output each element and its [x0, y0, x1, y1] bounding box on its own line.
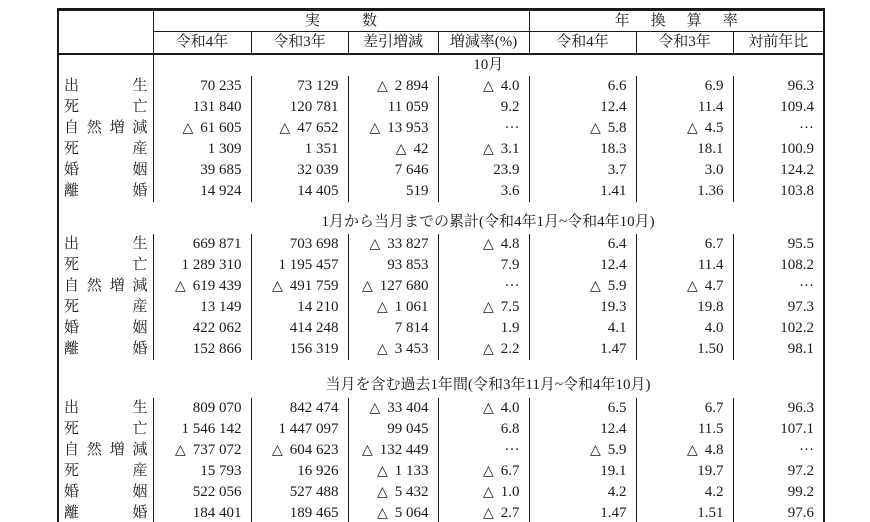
data-cell: 12.4	[529, 255, 636, 276]
section-title-spacer	[58, 360, 153, 398]
data-cell: 108.2	[733, 255, 824, 276]
data-cell: △ 5 432	[348, 482, 438, 503]
data-cell: 703 698	[251, 234, 348, 255]
data-cell: △ 13 953	[348, 118, 438, 139]
column-header-difference: 差引増減	[348, 32, 438, 55]
table-body	[58, 54, 824, 522]
row-label-text: 出 生	[64, 78, 148, 95]
data-cell: 100.9	[733, 139, 824, 160]
data-cell: 189 465	[251, 503, 348, 522]
data-cell: 4.1	[529, 318, 636, 339]
data-cell: ···	[733, 440, 824, 461]
row-label-text: 離 婚	[64, 341, 148, 358]
row-label	[58, 234, 153, 255]
data-cell: △ 1 061	[348, 297, 438, 318]
negative-triangle-mark: △	[279, 121, 291, 137]
data-cell: △ 4.8	[438, 234, 529, 255]
data-cell: 19.3	[529, 297, 636, 318]
data-cell: 1 195 457	[251, 255, 348, 276]
section-title: 当月を含む過去1年間(令和3年11月~令和4年10月)	[325, 377, 651, 394]
row-label-text: 死 産	[64, 463, 148, 480]
data-cell: 18.1	[636, 139, 733, 160]
negative-triangle-mark: △	[482, 342, 494, 358]
data-cell: ···	[438, 440, 529, 461]
data-cell: △ 132 449	[348, 440, 438, 461]
data-cell: 99.2	[733, 482, 824, 503]
data-cell: 6.7	[636, 234, 733, 255]
negative-triangle-mark: △	[369, 401, 381, 417]
data-cell: △ 4.8	[636, 440, 733, 461]
data-cell: △ 3 453	[348, 339, 438, 360]
data-cell: △ 6.7	[438, 461, 529, 482]
row-label	[58, 76, 153, 97]
data-cell: 102.2	[733, 318, 824, 339]
data-cell: 1 351	[251, 139, 348, 160]
data-cell: △ 4.7	[636, 276, 733, 297]
section-title-spacer	[58, 202, 153, 234]
row-label-text: 出 生	[64, 400, 148, 417]
data-cell: 14 924	[153, 181, 251, 202]
data-cell: △ 4.0	[438, 76, 529, 97]
data-cell: 6.6	[529, 76, 636, 97]
row-label-text: 婚 姻	[64, 320, 148, 337]
table-row	[58, 482, 824, 503]
data-cell: 19.1	[529, 461, 636, 482]
data-cell: 97.2	[733, 461, 824, 482]
negative-triangle-mark: △	[182, 121, 194, 137]
data-cell: 527 488	[251, 482, 348, 503]
row-label-text: 死 亡	[64, 257, 148, 274]
data-cell: 11.4	[636, 97, 733, 118]
table-row	[58, 419, 824, 440]
data-cell: △ 2.2	[438, 339, 529, 360]
data-cell: 6.8	[438, 419, 529, 440]
data-cell: 19.7	[636, 461, 733, 482]
column-header-change-rate: 増減率(%)	[438, 32, 529, 55]
data-cell: 14 405	[251, 181, 348, 202]
data-cell: 1.9	[438, 318, 529, 339]
data-cell: △ 604 623	[251, 440, 348, 461]
data-cell: 96.3	[733, 76, 824, 97]
data-cell: 96.3	[733, 398, 824, 419]
data-cell: 184 401	[153, 503, 251, 522]
negative-triangle-mark: △	[361, 443, 373, 459]
negative-triangle-mark: △	[482, 506, 494, 522]
table-row	[58, 339, 824, 360]
section-title-spacer	[58, 54, 153, 76]
row-label-text: 自 然 増 減	[64, 278, 148, 295]
row-label-text: 死 亡	[64, 99, 148, 116]
data-cell: △ 4.5	[636, 118, 733, 139]
data-cell: △ 127 680	[348, 276, 438, 297]
data-cell: 95.5	[733, 234, 824, 255]
negative-triangle-mark: △	[271, 443, 283, 459]
row-label-text: 出 生	[64, 236, 148, 253]
negative-triangle-mark: △	[589, 121, 601, 137]
row-label	[58, 461, 153, 482]
row-label	[58, 97, 153, 118]
data-cell: 1.47	[529, 503, 636, 522]
row-label	[58, 339, 153, 360]
data-cell: 1.41	[529, 181, 636, 202]
data-cell: 120 781	[251, 97, 348, 118]
row-label	[58, 181, 153, 202]
negative-triangle-mark: △	[376, 464, 388, 480]
data-cell: 11 059	[348, 97, 438, 118]
data-cell: 3.7	[529, 160, 636, 181]
column-header-yoy-ratio: 対前年比	[733, 32, 824, 55]
data-cell: △ 33 827	[348, 234, 438, 255]
data-cell: 18.3	[529, 139, 636, 160]
negative-triangle-mark: △	[686, 279, 698, 295]
section-title: 1月から当月までの累計(令和4年1月~令和4年10月)	[321, 214, 655, 231]
negative-triangle-mark: △	[482, 142, 494, 158]
data-cell: 522 056	[153, 482, 251, 503]
data-cell: 39 685	[153, 160, 251, 181]
table-row	[58, 318, 824, 339]
negative-triangle-mark: △	[376, 506, 388, 522]
data-cell: △ 2 894	[348, 76, 438, 97]
data-cell: △ 4.0	[438, 398, 529, 419]
negative-triangle-mark: △	[271, 279, 283, 295]
data-cell: 7 646	[348, 160, 438, 181]
row-label-text: 離 婚	[64, 505, 148, 522]
data-cell: 12.4	[529, 419, 636, 440]
data-cell: 1 309	[153, 139, 251, 160]
group-header-annual-rate: 年換算率	[529, 10, 824, 32]
row-label-text: 死 亡	[64, 421, 148, 438]
table-row	[58, 160, 824, 181]
data-cell: 98.1	[733, 339, 824, 360]
negative-triangle-mark: △	[686, 443, 698, 459]
data-cell: 422 062	[153, 318, 251, 339]
table-row	[58, 139, 824, 160]
negative-triangle-mark: △	[369, 237, 381, 253]
data-cell: 1 447 097	[251, 419, 348, 440]
data-cell: 1 289 310	[153, 255, 251, 276]
data-cell: 3.6	[438, 181, 529, 202]
column-header-reiwa4-actual: 令和4年	[153, 32, 251, 55]
data-cell: 7 814	[348, 318, 438, 339]
data-cell: △ 5 064	[348, 503, 438, 522]
table-row	[58, 297, 824, 318]
data-cell: △ 61 605	[153, 118, 251, 139]
data-cell: 152 866	[153, 339, 251, 360]
table-row	[58, 118, 824, 139]
data-cell: 1.50	[636, 339, 733, 360]
row-label-text: 婚 姻	[64, 162, 148, 179]
data-cell: 97.6	[733, 503, 824, 522]
data-cell: △ 491 759	[251, 276, 348, 297]
row-label	[58, 503, 153, 522]
data-cell: 103.8	[733, 181, 824, 202]
negative-triangle-mark: △	[482, 237, 494, 253]
row-label	[58, 160, 153, 181]
data-cell: 14 210	[251, 297, 348, 318]
negative-triangle-mark: △	[482, 300, 494, 316]
data-cell: 6.4	[529, 234, 636, 255]
data-cell: △ 3.1	[438, 139, 529, 160]
data-cell: △ 5.8	[529, 118, 636, 139]
table-header	[58, 10, 824, 55]
table-row	[58, 234, 824, 255]
data-cell: 1 546 142	[153, 419, 251, 440]
data-cell: 842 474	[251, 398, 348, 419]
data-cell: △ 1.0	[438, 482, 529, 503]
data-cell: △ 2.7	[438, 503, 529, 522]
data-cell: 519	[348, 181, 438, 202]
row-label	[58, 276, 153, 297]
section-title-row	[58, 360, 824, 398]
negative-triangle-mark: △	[482, 79, 494, 95]
data-cell: 23.9	[438, 160, 529, 181]
data-cell: △ 5.9	[529, 276, 636, 297]
data-cell: 6.7	[636, 398, 733, 419]
data-cell: 97.3	[733, 297, 824, 318]
section-title-row	[58, 54, 824, 76]
data-cell: △ 5.9	[529, 440, 636, 461]
data-cell: 19.8	[636, 297, 733, 318]
data-cell: 156 319	[251, 339, 348, 360]
data-cell: ···	[733, 276, 824, 297]
negative-triangle-mark: △	[174, 443, 186, 459]
data-cell: 12.4	[529, 97, 636, 118]
negative-triangle-mark: △	[361, 279, 373, 295]
data-cell: △ 7.5	[438, 297, 529, 318]
data-cell: 73 129	[251, 76, 348, 97]
row-label	[58, 419, 153, 440]
negative-triangle-mark: △	[686, 121, 698, 137]
row-label	[58, 482, 153, 503]
data-cell: 107.1	[733, 419, 824, 440]
vital-statistics-table	[57, 8, 825, 522]
data-cell: 9.2	[438, 97, 529, 118]
data-cell: 4.0	[636, 318, 733, 339]
data-cell: △ 737 072	[153, 440, 251, 461]
data-cell: 124.2	[733, 160, 824, 181]
data-cell: 3.0	[636, 160, 733, 181]
negative-triangle-mark: △	[395, 142, 407, 158]
data-cell: 70 235	[153, 76, 251, 97]
data-cell: 15 793	[153, 461, 251, 482]
data-cell: 11.5	[636, 419, 733, 440]
row-label	[58, 255, 153, 276]
negative-triangle-mark: △	[589, 279, 601, 295]
negative-triangle-mark: △	[482, 464, 494, 480]
table-row	[58, 276, 824, 297]
data-cell: △ 619 439	[153, 276, 251, 297]
column-header-reiwa3-annual: 令和3年	[636, 32, 733, 55]
table-row	[58, 181, 824, 202]
row-label	[58, 118, 153, 139]
data-cell: ···	[733, 118, 824, 139]
row-label	[58, 297, 153, 318]
negative-triangle-mark: △	[482, 401, 494, 417]
row-label-text: 死 産	[64, 141, 148, 158]
data-cell: △ 1 133	[348, 461, 438, 482]
data-cell: 414 248	[251, 318, 348, 339]
table-row	[58, 76, 824, 97]
table-row	[58, 503, 824, 522]
data-cell: 32 039	[251, 160, 348, 181]
row-label-text: 離 婚	[64, 183, 148, 200]
column-header-reiwa4-annual: 令和4年	[529, 32, 636, 55]
corner-cell	[58, 10, 153, 55]
row-label-text: 自 然 増 減	[64, 442, 148, 459]
table-row	[58, 440, 824, 461]
data-cell: ···	[438, 276, 529, 297]
negative-triangle-mark: △	[369, 121, 381, 137]
row-label	[58, 398, 153, 419]
data-cell: 13 149	[153, 297, 251, 318]
row-label-text: 婚 姻	[64, 484, 148, 501]
section-title-row	[58, 202, 824, 234]
negative-triangle-mark: △	[376, 300, 388, 316]
data-cell: 1.36	[636, 181, 733, 202]
group-header-actual-numbers: 実数	[153, 10, 529, 32]
data-cell: ···	[438, 118, 529, 139]
column-header-reiwa3-actual: 令和3年	[251, 32, 348, 55]
table-row	[58, 461, 824, 482]
negative-triangle-mark: △	[174, 279, 186, 295]
negative-triangle-mark: △	[376, 79, 388, 95]
table-row	[58, 255, 824, 276]
table-row	[58, 398, 824, 419]
row-label-text: 死 産	[64, 299, 148, 316]
data-cell: 1.51	[636, 503, 733, 522]
data-cell: △ 47 652	[251, 118, 348, 139]
negative-triangle-mark: △	[589, 443, 601, 459]
section-title: 10月	[473, 57, 504, 74]
negative-triangle-mark: △	[376, 342, 388, 358]
data-cell: 109.4	[733, 97, 824, 118]
data-cell: 11.4	[636, 255, 733, 276]
row-label	[58, 139, 153, 160]
negative-triangle-mark: △	[482, 485, 494, 501]
data-cell: 809 070	[153, 398, 251, 419]
data-cell: 1.47	[529, 339, 636, 360]
data-cell: 6.9	[636, 76, 733, 97]
data-cell: 93 853	[348, 255, 438, 276]
data-cell: 16 926	[251, 461, 348, 482]
row-label	[58, 318, 153, 339]
data-cell: 669 871	[153, 234, 251, 255]
data-cell: △ 42	[348, 139, 438, 160]
data-cell: 131 840	[153, 97, 251, 118]
data-cell: 7.9	[438, 255, 529, 276]
negative-triangle-mark: △	[376, 485, 388, 501]
row-label	[58, 440, 153, 461]
row-label-text: 自 然 増 減	[64, 120, 148, 137]
data-cell: 6.5	[529, 398, 636, 419]
data-cell: △ 33 404	[348, 398, 438, 419]
data-cell: 4.2	[529, 482, 636, 503]
table-row	[58, 97, 824, 118]
data-cell: 99 045	[348, 419, 438, 440]
data-cell: 4.2	[636, 482, 733, 503]
